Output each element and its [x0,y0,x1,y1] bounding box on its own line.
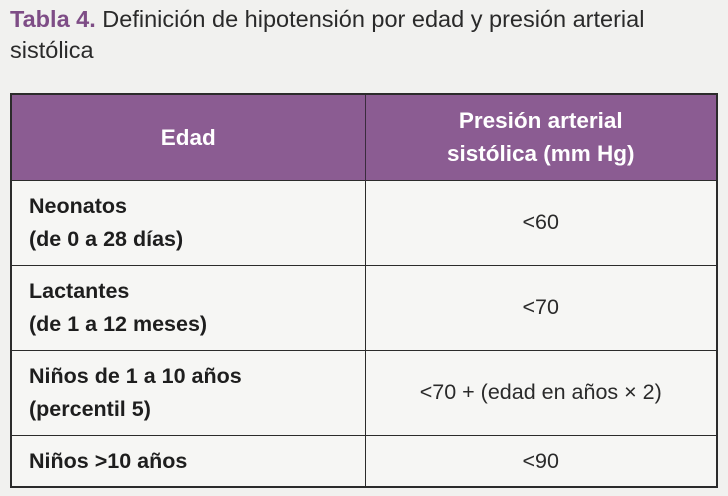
caption-label: Tabla 4. [10,6,96,32]
age-label: Niños de 1 a 10 años [29,363,242,388]
data-table [12,95,716,487]
age-cell [12,265,365,350]
age-range: (percentil 5) [29,396,151,421]
age-cell [12,350,365,435]
header-pressure [365,95,716,180]
header-pressure-line2: sistólica (mm Hg) [446,141,635,167]
table-caption [10,4,710,66]
table-row [12,180,716,265]
table-row [12,350,716,435]
header-pressure-line1: Presión arterial [458,108,623,134]
header-row [12,95,716,180]
pressure-value: <60 [365,180,716,265]
age-range: (de 1 a 12 meses) [29,311,208,336]
table-row [12,265,716,350]
caption-text: Definición de hipotensión por edad y presión arterial sistólica [10,6,645,63]
age-range: (de 0 a 28 días) [29,226,184,251]
header-age: Edad [12,95,365,180]
age-cell [12,435,365,487]
age-label: Niños >10 años [29,448,188,473]
age-label: Neonatos [29,193,127,218]
pressure-value: <70 [365,265,716,350]
pressure-value: <90 [365,435,716,487]
table-row [12,435,716,487]
age-cell [12,180,365,265]
pressure-value: <70 + (edad en años × 2) [365,350,716,435]
age-label: Lactantes [29,278,130,303]
hypotension-table [10,93,718,488]
